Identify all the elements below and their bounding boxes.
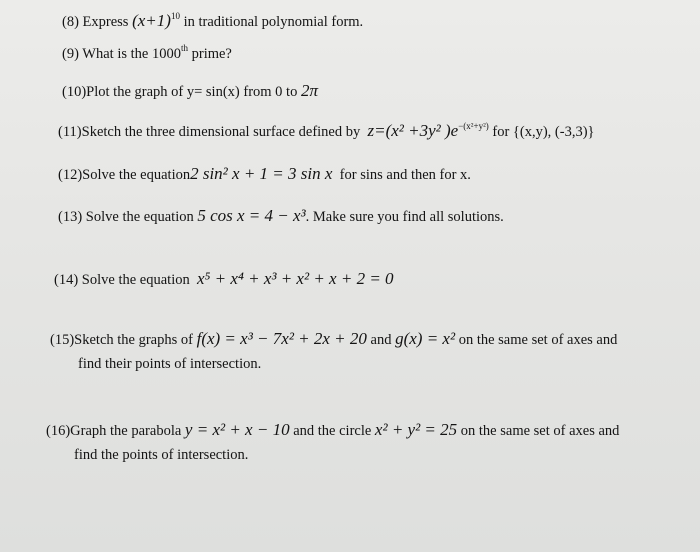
math-expression: 5 cos x = 4 − x³	[197, 206, 306, 225]
question-text: Sketch the three dimensional surface defined by	[81, 124, 361, 140]
superscript: th	[180, 43, 188, 53]
question-12	[58, 163, 471, 184]
question-15	[50, 328, 680, 373]
question-text: Plot the graph of	[86, 84, 184, 100]
math-expression: 2π	[300, 81, 318, 100]
question-text: in traditional polynomial form.	[183, 14, 364, 30]
question-number: (15)	[50, 332, 75, 348]
math-expression: f(x) = x³ − 7x² + 2x + 20	[196, 329, 367, 348]
question-8	[62, 10, 363, 31]
question-number: (9)	[62, 46, 79, 62]
question-16	[46, 419, 686, 464]
question-9	[62, 45, 232, 63]
question-text: for sins and then for x.	[339, 167, 471, 183]
question-number: (13)	[58, 209, 83, 225]
question-text: Graph the parabola	[70, 423, 182, 439]
math-expression: z=(x² +3y² )e	[367, 121, 459, 140]
exponent: 10	[170, 11, 180, 21]
question-10	[62, 80, 318, 101]
math-expression: g(x) = x²	[395, 329, 456, 348]
question-text-continued: find their points of intersection.	[78, 356, 262, 373]
math-expression: x⁵ + x⁴ + x³ + x² + x + 2 = 0	[196, 269, 394, 288]
question-11	[58, 120, 595, 141]
question-text: Express	[82, 14, 129, 30]
question-text: Solve the equation	[81, 272, 190, 288]
question-text: on the same set of axes and	[460, 423, 620, 439]
question-number: (10)	[62, 84, 87, 100]
question-text: . Make sure you find all solutions.	[305, 209, 504, 225]
question-number: (12)	[58, 167, 83, 183]
question-13	[58, 205, 504, 226]
question-text: What is the 1000	[82, 46, 181, 62]
question-text: Sketch the graphs of	[74, 332, 193, 348]
question-14	[54, 268, 394, 289]
math-expression: (x+1)	[132, 11, 171, 30]
question-number: (16)	[46, 423, 71, 439]
question-number: (8)	[62, 14, 79, 30]
question-text: Solve the equation	[82, 167, 191, 183]
math-expression: x² + y² = 25	[374, 420, 458, 439]
question-number: (11)	[58, 124, 82, 140]
math-expression: 2 sin² x + 1 = 3 sin x	[190, 164, 333, 183]
question-text-continued: find the points of intersection.	[74, 447, 249, 464]
math-expression: y= sin(x) from 0 to	[186, 84, 298, 100]
math-expression: y = x² + x − 10	[184, 420, 290, 439]
question-text: and the circle	[293, 423, 372, 439]
question-text: prime?	[191, 46, 232, 62]
question-text: for {(x,y), (-3,3)}	[492, 124, 595, 140]
question-text: and	[370, 332, 392, 348]
question-text: on the same set of axes and	[458, 332, 618, 348]
question-number: (14)	[54, 272, 79, 288]
exponent: −(x²+y²)	[458, 121, 489, 131]
question-text: Solve the equation	[85, 209, 194, 225]
